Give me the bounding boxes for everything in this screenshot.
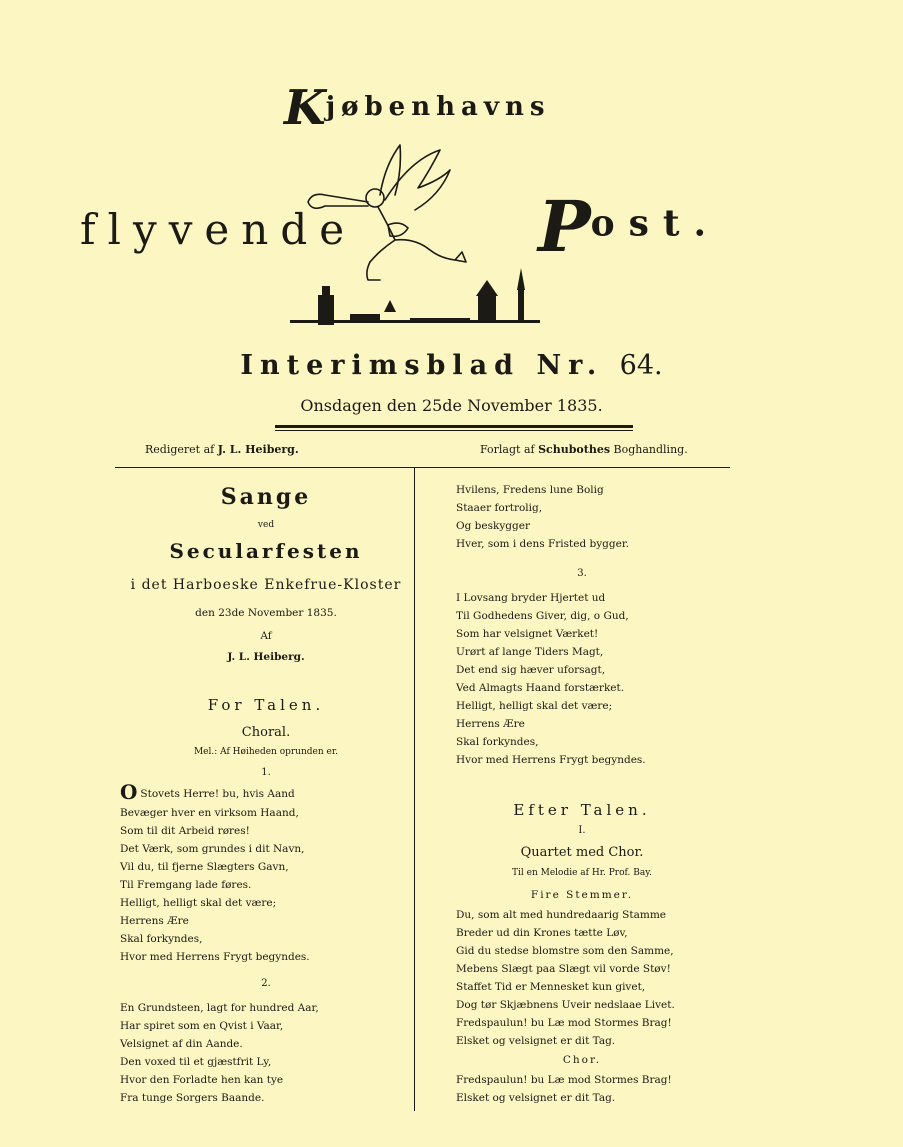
verse-line: Og beskygger xyxy=(456,520,530,532)
verse-line: Velsignet af din Aande. xyxy=(120,1038,243,1050)
verse-line: Bevæger hver en virksom Haand, xyxy=(120,807,299,819)
verse-line: Det Værk, som grundes i dit Navn, xyxy=(120,843,305,855)
masthead-top-rest: jøbenhavns xyxy=(325,92,551,122)
verse-line: Mebens Slægt paa Slægt vil vorde Støv! xyxy=(456,963,671,975)
verse-line: Fredspaulun! bu Læ mod Stormes Brag! xyxy=(456,1074,672,1086)
chorus-label: Chor. xyxy=(562,1054,602,1066)
verse-line: Som til dit Arbeid røres! xyxy=(120,825,250,837)
melody-note: Til en Melodie af Hr. Prof. Bay. xyxy=(512,868,652,878)
horn-shape xyxy=(308,194,368,208)
head-shape xyxy=(366,189,384,207)
publisher-prefix: Forlagt af xyxy=(480,443,535,456)
issue-number: 64. xyxy=(619,350,663,381)
column-divider xyxy=(414,468,415,1111)
choral-label: Choral. xyxy=(241,725,291,740)
verse-line: I Lovsang bryder Hjertet ud xyxy=(456,592,606,604)
issue-nr-label: Nr. xyxy=(536,350,604,381)
verse-number: 2. xyxy=(261,978,271,989)
verse-line: Skal forkyndes, xyxy=(120,933,203,945)
quartet-label: Quartet med Chor. xyxy=(520,845,644,860)
verse-line: Hvilens, Fredens lune Bolig xyxy=(456,484,604,496)
verse-line: Dog tør Skjæbnens Uveir nedslaae Livet. xyxy=(456,999,675,1011)
issue-date: Onsdagen den 25de November 1835. xyxy=(300,396,603,415)
verse-line: Ved Almagts Haand forstærket. xyxy=(456,682,625,694)
drop-cap: O xyxy=(120,780,138,804)
masthead-top xyxy=(284,80,551,140)
verse-line: Til Fremgang lade føres. xyxy=(120,879,252,891)
part-number: I. xyxy=(578,825,586,836)
wing-shape xyxy=(385,150,450,210)
publisher-credit xyxy=(480,443,688,456)
editor-name: J. L. Heiberg. xyxy=(217,443,299,456)
verse-number: 3. xyxy=(577,568,587,579)
verse-line: En Grundsteen, lagt for hundred Aar, xyxy=(120,1002,319,1014)
verse-line: Elsket og velsignet er dit Tag. xyxy=(456,1092,616,1104)
masthead-left-word: flyvende xyxy=(80,205,357,254)
verse-line: Staaer fortrolig, xyxy=(456,502,543,514)
verse-line: Hvor den Forladte hen kan tye xyxy=(120,1074,284,1086)
verse-number: 1. xyxy=(261,767,271,778)
secular-title: Secularfesten xyxy=(169,539,363,563)
verse-line: Urørt af lange Tiders Magt, xyxy=(456,646,604,658)
editor-credit xyxy=(145,443,299,456)
publisher-suffix: Boghandling. xyxy=(613,443,688,456)
issue-label: Interimsblad xyxy=(240,350,521,381)
after-speech-heading: Efter Talen. xyxy=(513,801,651,819)
verse-line: Gid du stedse blomstre som den Samme, xyxy=(456,945,674,957)
masthead-right xyxy=(538,185,720,268)
verse-first-line: Stovets Herre! bu, hvis Aand xyxy=(140,788,295,800)
issue-line xyxy=(0,350,903,381)
song-date: den 23de November 1835. xyxy=(195,607,337,619)
four-voices-label: Fire Stemmer. xyxy=(530,889,634,901)
song-author: J. L. Heiberg. xyxy=(227,651,305,663)
verse-line: Til Godhedens Giver, dig, o Gud, xyxy=(456,610,629,622)
header-divider xyxy=(115,467,730,468)
verse-line: Det end sig hæver uforsagt, xyxy=(456,664,606,676)
verse-line: Du, som alt med hundredaarig Stamme xyxy=(456,909,666,921)
verse-line: Fredspaulun! bu Læ mod Stormes Brag! xyxy=(456,1017,672,1029)
masthead-top-initial: K xyxy=(284,80,326,136)
verse-line xyxy=(120,780,295,804)
masthead-right-rest: ost. xyxy=(590,202,721,245)
songs-title: Sange xyxy=(220,484,312,510)
editor-prefix: Redigeret af xyxy=(145,443,215,456)
verse-line: Vil du, til fjerne Slægters Gavn, xyxy=(120,861,289,873)
verse-line: Herrens Ære xyxy=(456,718,525,730)
before-speech-heading: For Talen. xyxy=(207,696,325,714)
place-line: i det Harboeske Enkefrue-Kloster xyxy=(130,577,402,593)
verse-line: Den voxed til et gjæstfrit Ly, xyxy=(120,1056,272,1068)
melody-note: Mel.: Af Høiheden oprunden er. xyxy=(193,747,339,757)
af-label: Af xyxy=(260,630,272,642)
flying-messenger-vignette xyxy=(290,140,540,340)
verse-line: Som har velsignet Værket! xyxy=(456,628,599,640)
ved-label: ved xyxy=(257,520,275,530)
verse-line: Hver, som i dens Fristed bygger. xyxy=(456,538,630,550)
publisher-name: Schubothes xyxy=(538,443,611,456)
verse-line: Skal forkyndes, xyxy=(456,736,539,748)
verse-line: Helligt, helligt skal det være; xyxy=(120,897,277,909)
verse-line: Helligt, helligt skal det være; xyxy=(456,700,613,712)
verse-line: Hvor med Herrens Frygt begyndes. xyxy=(456,754,646,766)
town-skyline xyxy=(290,268,540,325)
title-rule-thin xyxy=(275,430,633,431)
verse-line: Breder ud din Krones tætte Løv, xyxy=(456,927,628,939)
title-rule xyxy=(275,425,633,428)
verse-line: Staffet Tid er Mennesket kun givet, xyxy=(456,981,646,993)
verse-line: Hvor med Herrens Frygt begyndes. xyxy=(120,951,310,963)
verse-line: Har spiret som en Qvist i Vaar, xyxy=(120,1020,284,1032)
verse-line: Herrens Ære xyxy=(120,915,189,927)
verse-line: Elsket og velsignet er dit Tag. xyxy=(456,1035,616,1047)
verse-line: Fra tunge Sorgers Baande. xyxy=(120,1092,265,1104)
masthead-right-initial: P xyxy=(538,185,591,268)
